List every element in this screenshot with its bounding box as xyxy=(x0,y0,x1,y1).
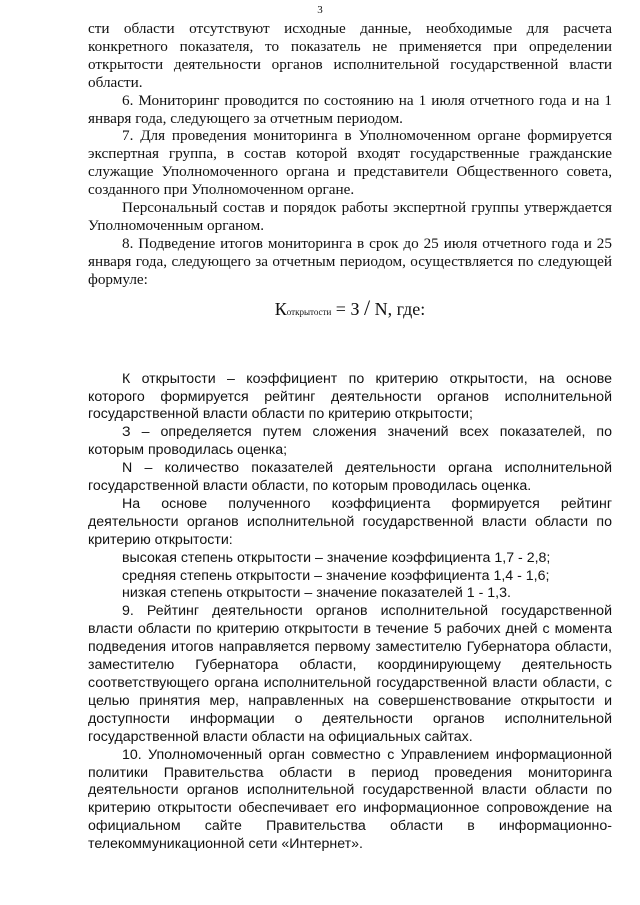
formula xyxy=(88,289,612,333)
definition-z: З – определяется путем сложения значений всех показателей, по которым проводилась оценка; xyxy=(88,424,612,459)
paragraph-6: 6. Мониторинг проводится по состоянию на 1 июля отчетного года и на 1 января года, следующего за отчетным периодом. xyxy=(88,91,612,127)
paragraph-10: 10. Уполномоченный орган совместно с Управлением информационной политики Правительства области в период проведения мониторинга деятельности органов исполнительной государственной власти области по критерию открытости обеспечивает его информационное сопровождение на официальном сайте Правительства области в информационно-телекоммуникационной сети «Интернет». xyxy=(88,746,612,853)
rating-high: высокая степень открытости – значение коэффициента 1,7 - 2,8; xyxy=(122,549,551,566)
spacer xyxy=(88,333,612,371)
formula-equals-z: = З xyxy=(331,298,364,319)
paragraph-continuation: сти области отсутствуют исходные данные, необходимые для расчета конкретного показателя, то показатель не применяется при определении открытости деятельности органов исполнительной государственной власти области. xyxy=(88,20,612,91)
formula-slash: / xyxy=(363,294,371,320)
rating-intro: На основе полученного коэффициента формируется рейтинг деятельности органов исполнительной государственной власти области по критерию открытости: xyxy=(88,495,612,548)
document-body xyxy=(88,20,612,854)
definition-n: N – количество показателей деятельности органа исполнительной государственной власти области, по которым проводилась оценка. xyxy=(88,460,612,495)
paragraph-7: 7. Для проведения мониторинга в Уполномоченном органе формируется экспертная группа, в состав которой входят государственные гражданские служащие Уполномоченного органа и представители Общественного совета, созданного при Уполномоченном органе. xyxy=(88,127,612,199)
rating-medium: средняя степень открытости – значение коэффициента 1,4 - 1,6; xyxy=(122,567,550,584)
rating-low: низкая степень открытости – значение показателей 1 - 1,3. xyxy=(122,585,511,602)
formula-k-subscript: открытости xyxy=(286,306,332,317)
formula-n: N, где: xyxy=(370,298,426,319)
paragraph-expert-group: Персональный состав и порядок работы экспертной группы утверждается Уполномоченным органом. xyxy=(88,199,612,234)
definition-k: К открытости – коэффициент по критерию открытости, на основе которого формируется рейтинг деятельности органов исполнительной государственной власти области по критерию открытости; xyxy=(88,370,612,423)
formula-k: К xyxy=(274,298,287,319)
definitions xyxy=(88,371,612,854)
page-number: 3 xyxy=(317,4,323,16)
paragraph-9: 9. Рейтинг деятельности органов исполнительной государственной власти области по критерию открытости в течение 5 рабочих дней с момента подведения итогов направляется первому заместителю Губернатора области, заместителю Губернатора области, координирующему деятельность соответствующего органа исполнительной государственной власти области, с целью принятия мер, направленных на совершенствование открытости и доступности информации о деятельности органов исполнительной государственной власти области на официальных сайтах. xyxy=(88,603,612,745)
paragraph-8: 8. Подведение итогов мониторинга в срок до 25 июля отчетного года и 25 января года, следующего за отчетным периодом, осуществляется по следующей формуле: xyxy=(88,234,612,288)
